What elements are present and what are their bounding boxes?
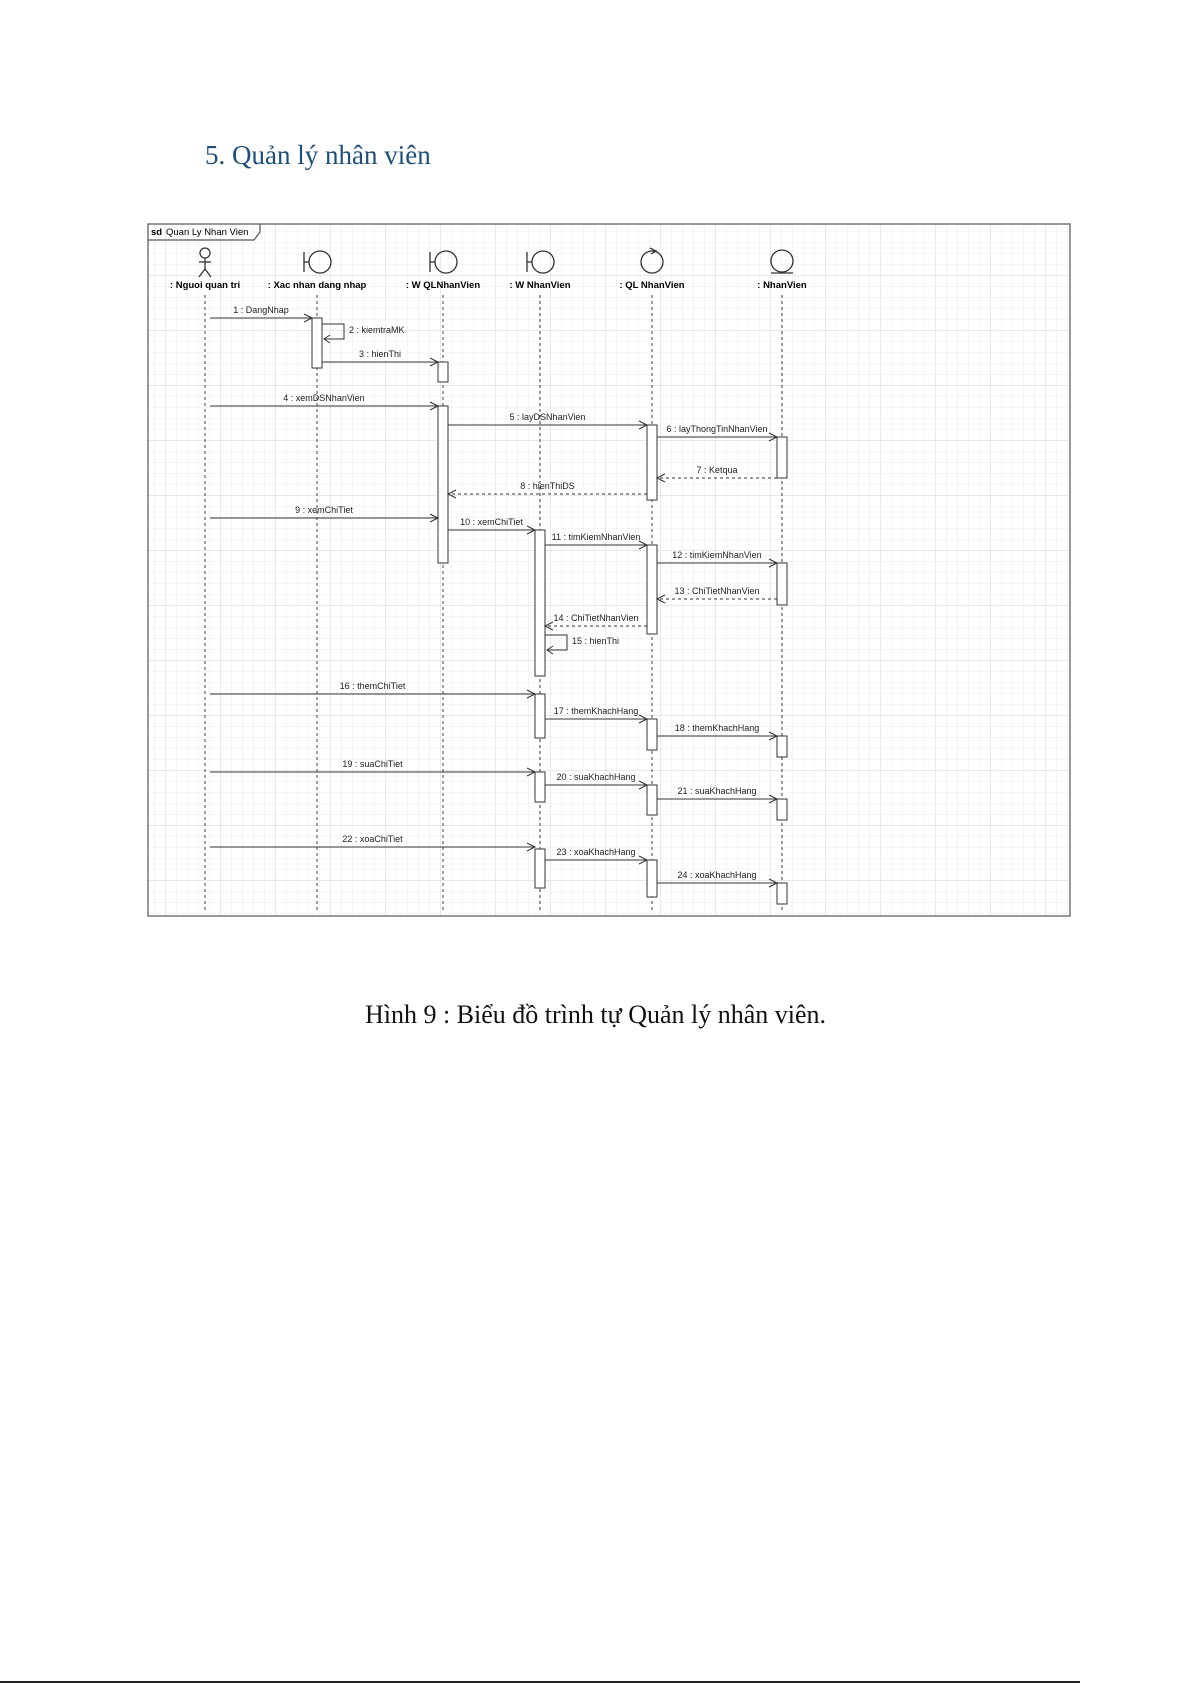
- message-label: 19 : suaChiTiet: [342, 759, 403, 769]
- frame-title: Quan Ly Nhan Vien: [166, 227, 249, 238]
- message-label: 8 : hienThiDS: [520, 481, 575, 491]
- activation-bar: [312, 318, 322, 368]
- message-label: 5 : layDSNhanVien: [509, 412, 586, 422]
- message-label: 10 : xemChiTiet: [460, 517, 523, 527]
- activation-bar: [535, 849, 545, 888]
- message-label: 6 : layThongTinNhanVien: [666, 424, 768, 434]
- message-label: 16 : themChiTiet: [339, 681, 406, 691]
- message-label: 21 : suaKhachHang: [677, 786, 757, 796]
- activation-bar: [647, 860, 657, 897]
- activation-bar: [438, 362, 448, 382]
- message-label: 7 : Ketqua: [696, 465, 738, 475]
- frame-keyword: sd: [151, 227, 163, 238]
- message-label: 15 : hienThi: [572, 636, 620, 646]
- lifeline-label: : Nguoi quan tri: [169, 280, 241, 291]
- lifeline-label: : NhanVien: [757, 280, 807, 291]
- message-label: 17 : themKhachHang: [553, 706, 639, 716]
- activation-bar: [535, 694, 545, 738]
- section-heading: 5. Quản lý nhân viên: [205, 140, 431, 170]
- message-label: 18 : themKhachHang: [674, 723, 760, 733]
- activation-bar: [647, 719, 657, 750]
- activation-bar: [777, 883, 787, 904]
- message-label: 12 : timKiemNhanVien: [672, 550, 762, 560]
- activation-bar: [777, 437, 787, 478]
- activation-bar: [647, 425, 657, 500]
- message-label: 22 : xoaChiTiet: [342, 834, 403, 844]
- activation-bar: [647, 785, 657, 815]
- activation-bar: [647, 545, 657, 634]
- message-label: 23 : xoaKhachHang: [556, 847, 636, 857]
- page-bottom-rule: [0, 1681, 1080, 1683]
- lifeline-label: : W QLNhanVien: [405, 280, 481, 291]
- message-label: 24 : xoaKhachHang: [677, 870, 757, 880]
- activation-bar: [777, 563, 787, 605]
- message-label: 2 : kiemtraMK: [349, 325, 405, 335]
- message-label: 20 : suaKhachHang: [556, 772, 636, 782]
- activation-bar: [777, 736, 787, 757]
- message-label: 4 : xemDSNhanVien: [283, 393, 365, 403]
- lifeline-label: : QL NhanVien: [619, 280, 685, 291]
- message-label: 14 : ChiTietNhanVien: [553, 613, 639, 623]
- activation-bar: [438, 406, 448, 563]
- message-label: 3 : hienThi: [358, 349, 402, 359]
- figure-caption: Hình 9 : Biểu đồ trình tự Quản lý nhân viên.: [364, 1000, 827, 1029]
- lifeline-label: : W NhanVien: [509, 280, 571, 291]
- message-label: 13 : ChiTietNhanVien: [674, 586, 760, 596]
- lifeline-label: : Xac nhan dang nhap: [267, 280, 367, 291]
- message-label: 1 : DangNhap: [233, 305, 289, 315]
- message-label: 11 : timKiemNhanVien: [551, 532, 641, 542]
- activation-bar: [777, 799, 787, 820]
- diagram-grid: [148, 224, 1070, 916]
- activation-bar: [535, 530, 545, 676]
- activation-bar: [535, 772, 545, 802]
- message-label: 9 : xemChiTiet: [295, 505, 353, 515]
